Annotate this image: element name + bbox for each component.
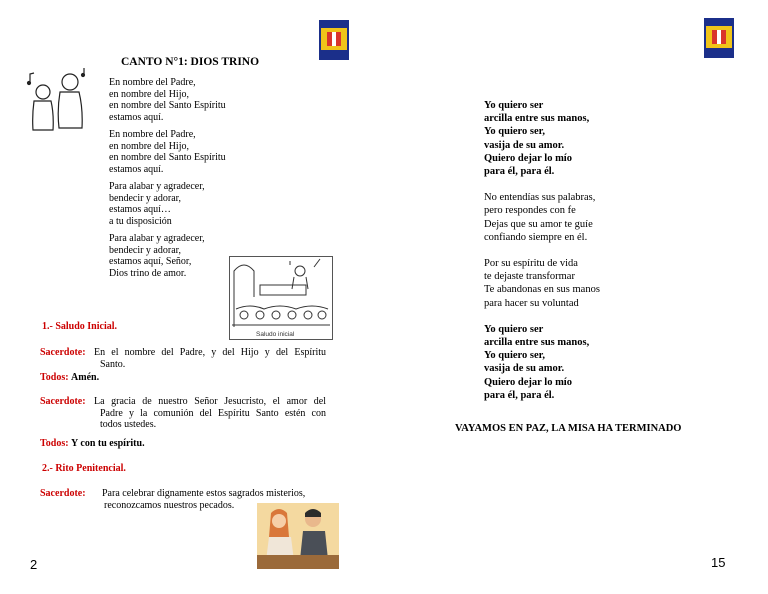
- closing-line: VAYAMOS EN PAZ, LA MISA HA TERMINADO: [455, 423, 682, 434]
- lyric-line: Para alabar y agradecer,: [109, 233, 205, 244]
- lyric-line: pero respondes con fe: [484, 205, 576, 217]
- lyric-line: estamos aquí, Señor,: [109, 256, 192, 267]
- lyric-line: No entendías sus palabras,: [484, 192, 596, 204]
- lyric-line: a tu disposición: [109, 215, 172, 227]
- text-line: todos ustedes.: [100, 419, 157, 430]
- page-number-left: 2: [30, 557, 38, 572]
- lyric-line: Para alabar y agradecer,: [109, 181, 205, 192]
- priest-line-2: [40, 396, 326, 431]
- lyric-line: En nombre del Padre,: [109, 129, 196, 140]
- all-response-text: Y con tu espíritu.: [71, 438, 145, 449]
- church-scene-image: [229, 256, 333, 340]
- lyric-line: te dejaste transformar: [484, 271, 575, 283]
- lyric-line: bendecir y adorar,: [109, 192, 182, 204]
- lyric-line: Quiero dejar lo mío: [484, 152, 572, 164]
- lyric-line: estamos aquí…: [109, 204, 171, 215]
- verse-stanza: [484, 191, 600, 244]
- all-label: Todos:: [40, 372, 69, 383]
- lyric-line: vasija de su amor.: [484, 139, 565, 151]
- text-line: Padre y la comunión del Espíritu Santo estén con: [100, 407, 326, 419]
- chorus-stanza: [484, 323, 600, 402]
- lyric-line: Yo quiero ser: [484, 323, 544, 335]
- lyric-line: Yo quiero ser,: [484, 126, 545, 138]
- all-label: Todos:: [40, 438, 69, 449]
- school-crest-icon: [319, 20, 349, 60]
- stanza-2: [109, 129, 226, 175]
- lyric-line: estamos aquí.: [109, 163, 164, 175]
- stanza-3: [109, 181, 226, 227]
- lyric-line: para él, para él.: [484, 389, 555, 401]
- singing-children-icon: [26, 68, 90, 139]
- praying-people-image: [257, 503, 339, 569]
- lyric-line: Quiero dejar lo mío: [484, 376, 572, 388]
- lyric-line: en nombre del Hijo,: [109, 140, 189, 152]
- lyric-line: bendecir y adorar,: [109, 244, 182, 256]
- lyric-line: arcilla entre sus manos,: [484, 337, 590, 349]
- stanza-1: [109, 77, 226, 123]
- text-line: Para celebrar dignamente estos sagrados misterios,: [102, 488, 306, 499]
- image-caption: Saludo inicial: [256, 331, 295, 338]
- text-line: En el nombre del Padre, y del Hijo y del Espíritu: [94, 347, 326, 358]
- page-number-right: 15: [711, 555, 726, 570]
- priest-label: Sacerdote:: [40, 396, 86, 407]
- lyric-line: para hacer su voluntad: [484, 297, 579, 309]
- lyric-line: Yo quiero ser: [484, 100, 544, 111]
- lyric-line: arcilla entre sus manos,: [484, 113, 590, 125]
- all-response-1: [40, 372, 99, 384]
- lyric-line: Por su espíritu de vida: [484, 258, 578, 270]
- verse-stanza: [484, 257, 600, 310]
- priest-text: [94, 347, 326, 370]
- text-line: La gracia de nuestro Señor Jesucristo, el amor del: [94, 396, 326, 407]
- stanza-4: [109, 233, 226, 279]
- text-line: Santo.: [100, 358, 126, 370]
- right-song-stanzas: [484, 99, 600, 402]
- lyric-line: vasija de su amor.: [484, 363, 565, 375]
- lyric-line: en nombre del Santo Espíritu: [109, 100, 226, 111]
- lyric-line: estamos aquí.: [109, 111, 164, 123]
- priest-text: [94, 396, 326, 431]
- section-heading-penitencial: 2.- Rito Penitencial.: [42, 463, 126, 474]
- lyric-line: En nombre del Padre,: [109, 77, 196, 88]
- school-crest-icon: [704, 18, 734, 58]
- song-title: CANTO N°1: DIOS TRINO: [121, 56, 260, 68]
- lyric-line: Te abandonas en sus manos: [484, 284, 600, 296]
- lyric-line: para él, para él.: [484, 166, 555, 178]
- lyric-line: Dios trino de amor.: [109, 267, 187, 279]
- all-response-text: Amén.: [71, 372, 100, 383]
- lyric-line: en nombre del Santo Espíritu: [109, 152, 226, 163]
- lyric-line: confiando siempre en él.: [484, 231, 588, 243]
- song-stanzas: [109, 77, 226, 279]
- section-heading-saludo: 1.- Saludo Inicial.: [42, 321, 118, 332]
- lyric-line: en nombre del Hijo,: [109, 88, 189, 100]
- text-line: reconozcamos nuestros pecados.: [104, 499, 235, 511]
- priest-label: Sacerdote:: [40, 347, 86, 358]
- priest-label: Sacerdote:: [40, 488, 86, 499]
- lyric-line: Dejas que su amor te guíe: [484, 218, 593, 230]
- lyric-line: Yo quiero ser,: [484, 350, 545, 362]
- all-response-2: [40, 438, 145, 450]
- chorus-stanza: [484, 99, 600, 178]
- priest-line-1: [40, 347, 326, 370]
